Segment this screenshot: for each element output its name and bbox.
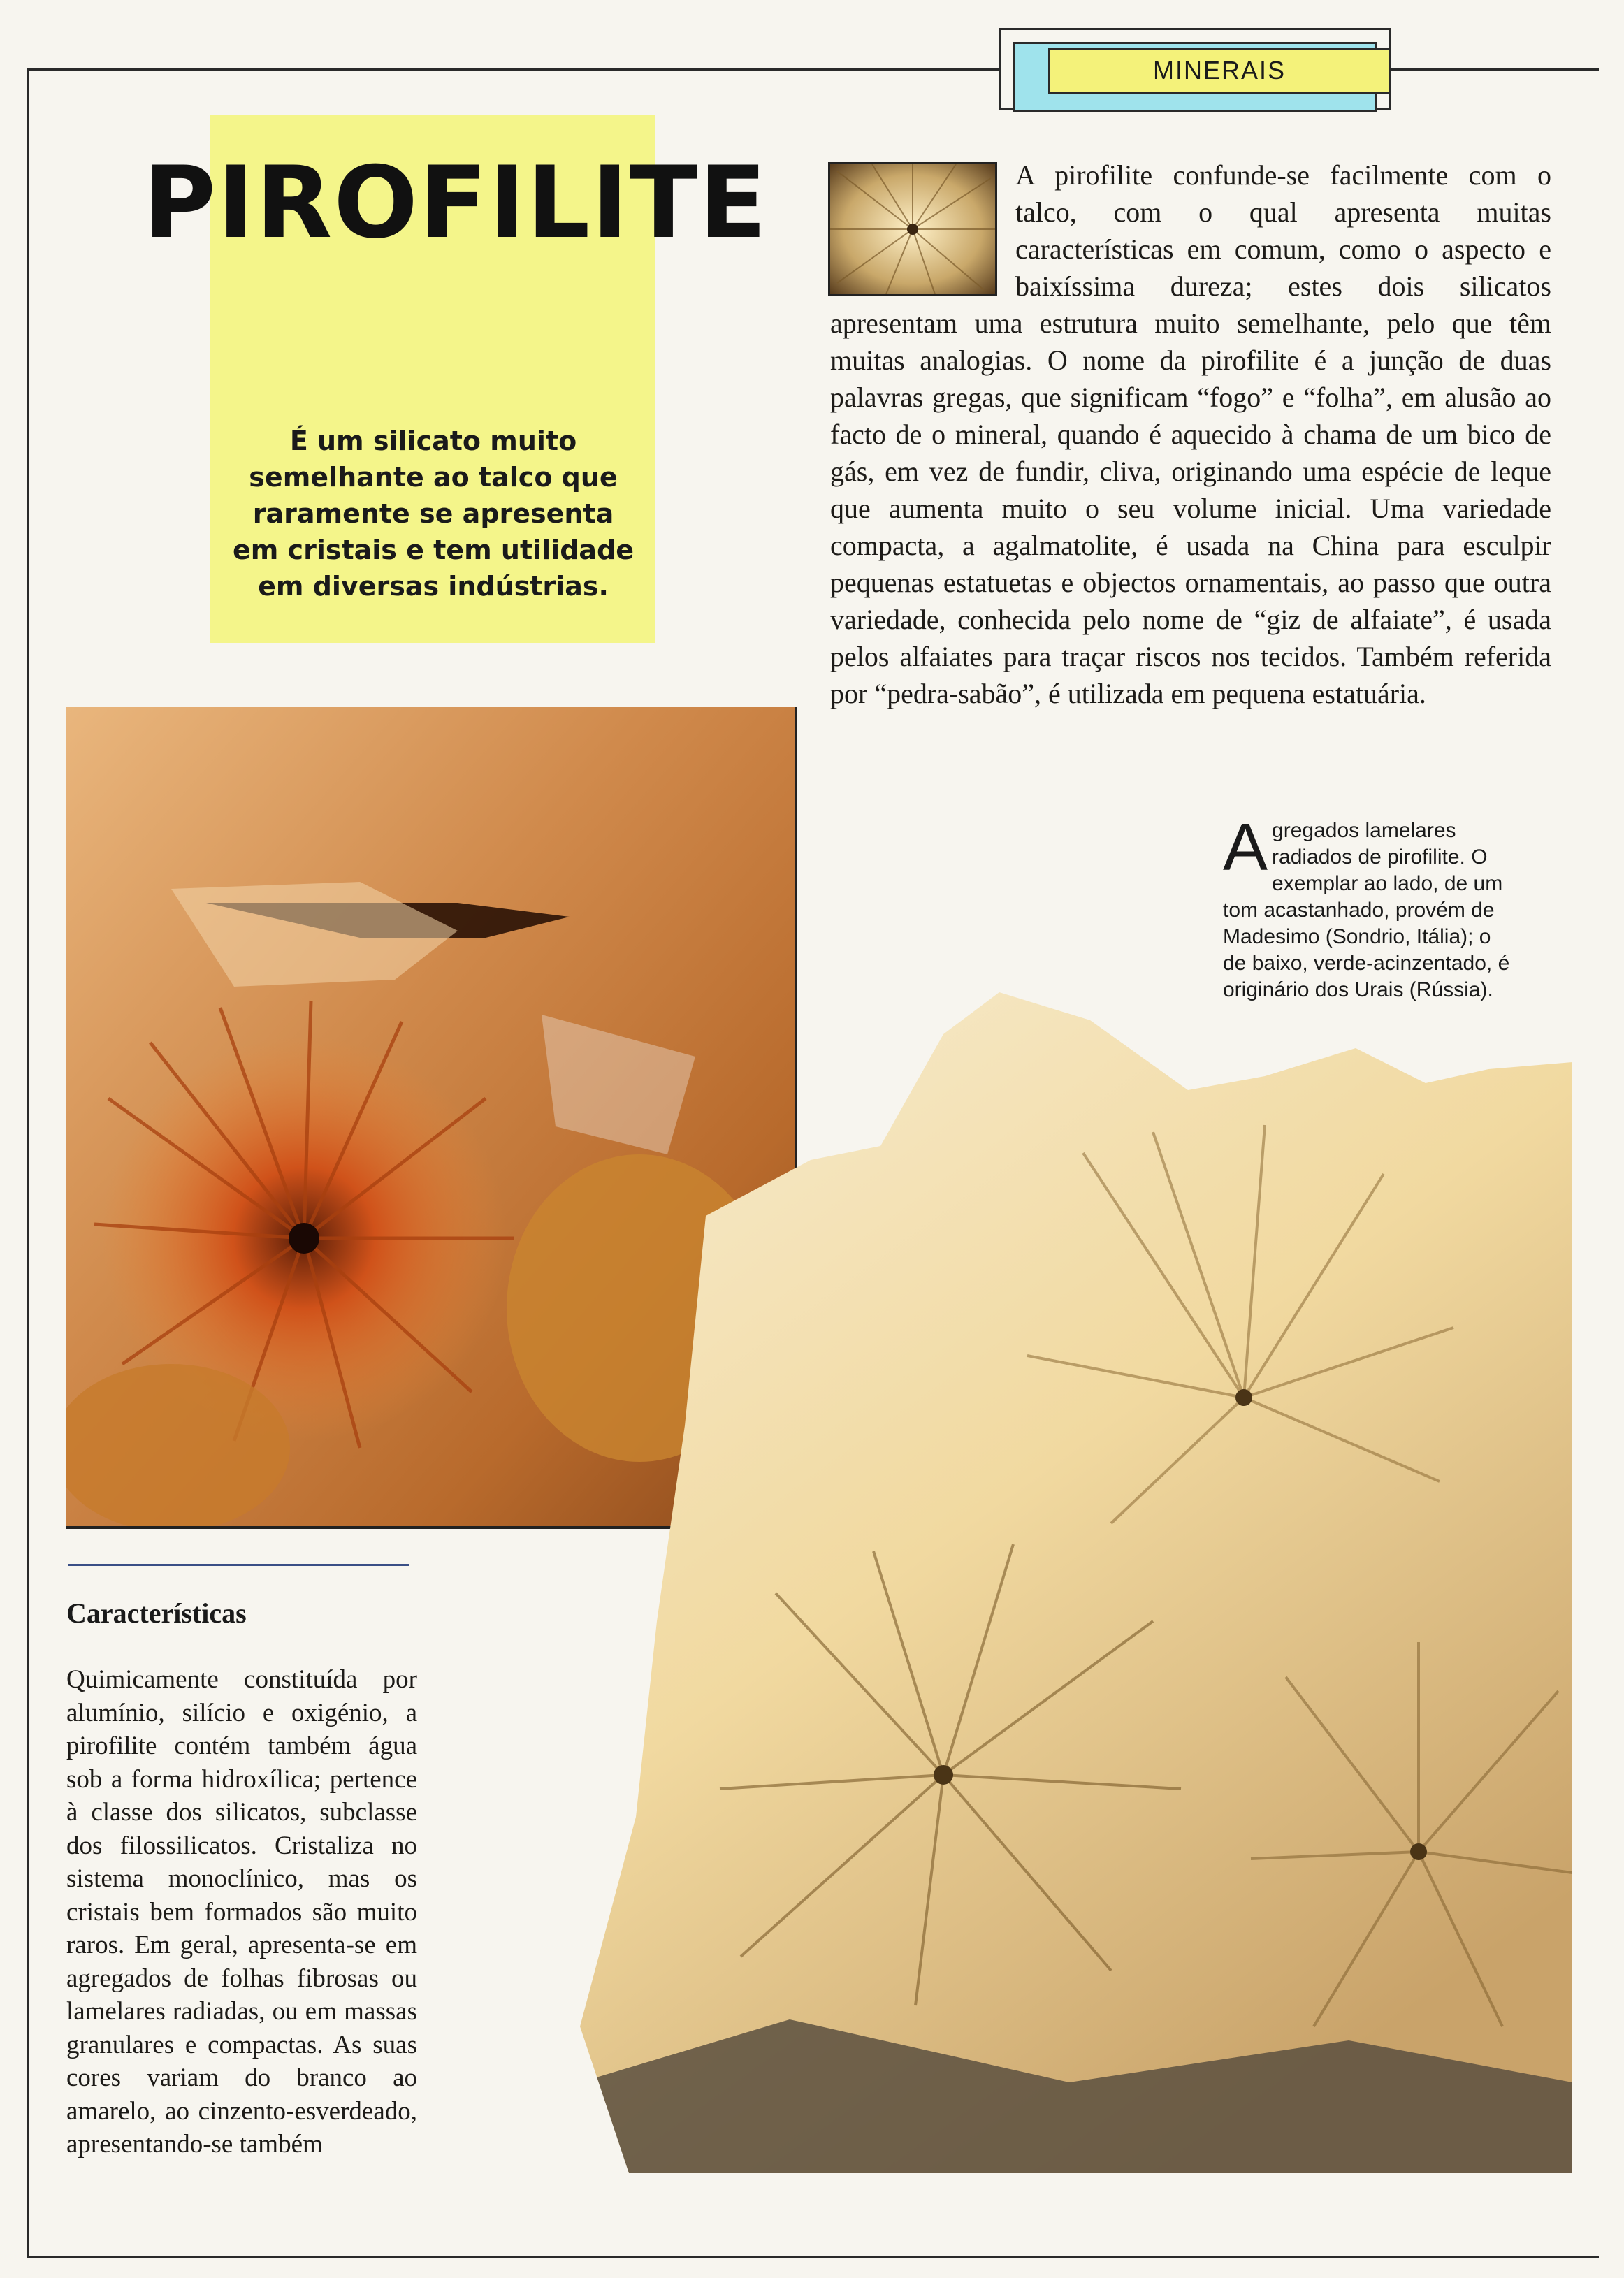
- page-frame-bottom: [27, 2256, 1599, 2258]
- section-rule: [68, 1564, 409, 1566]
- photo-caption: [1223, 810, 1516, 1003]
- lead-paragraph: É um silicato muito semelhante ao talco que raramente se apresenta em cristais e tem utilidade em diversas indústrias.: [232, 426, 635, 602]
- body-paragraph: A pirofilite confunde-se facilmente com o talco, com o qual apresenta muitas características em comum, como o aspecto e baixíssima dureza; estes dois silicatos apresentam uma estrutura muito semelhante, pelo que têm muitas analogias. O nome da pirofilite é a junção de duas palavras gregas, que significam “fogo” e “folha”, em alusão ao facto de o mineral, quando é aquecido à chama de um bico de gás, em vez de fundir, cliva, originando uma espécie de leque que aumenta muito o seu volume inicial. Uma variedade compacta, a agalmatolite, é usada na China para esculpir pequenas estatuetas e objectos ornamentais, ao passo que outra variedade, conhecida pelo nome de “giz de alfaiate”, é usada pelos alfaiates para traçar riscos nos tecidos. Também referida por “pedra-sabão”, é utilizada em pequena estatuária.: [830, 159, 1551, 709]
- characteristics-text: Quimicamente constituída por alumínio, silício e oxigénio, a pirofilite contém também água sob a forma hidroxílica; pertence à classe dos silicatos, subclasse dos filossilicatos. Cristaliza no sistema monoclínico, mas os cristais bem formados são muito raros. Em geral, apresenta-se em agregados de folhas fibrosas ou lamelares radiadas, ou em massas granulares e compactas. As suas cores variam do branco ao amarelo, ao cinzento-esverdeado, apresentando-se também: [66, 1665, 417, 2159]
- thumbnail-spacer: [830, 157, 1015, 296]
- lower-photo-image: [580, 992, 1572, 2180]
- characteristics-heading: Características: [66, 1597, 247, 1629]
- body-text: [830, 157, 1551, 712]
- page-title: PIROFILITE: [143, 145, 768, 261]
- caption-dropcap: A: [1223, 810, 1268, 885]
- section-tab: MINERAIS: [1048, 48, 1391, 94]
- page-frame-left: [27, 68, 29, 2256]
- caption-text: gregados lamelares radiados de pirofilite. O exemplar ao lado, de um tom acastanhado, provém de Madesimo (Sondrio, Itália); o de baixo, verde-acinzentado, é originário dos Urais (Rússia).: [1223, 819, 1510, 1001]
- lower-photo: [580, 992, 1572, 2180]
